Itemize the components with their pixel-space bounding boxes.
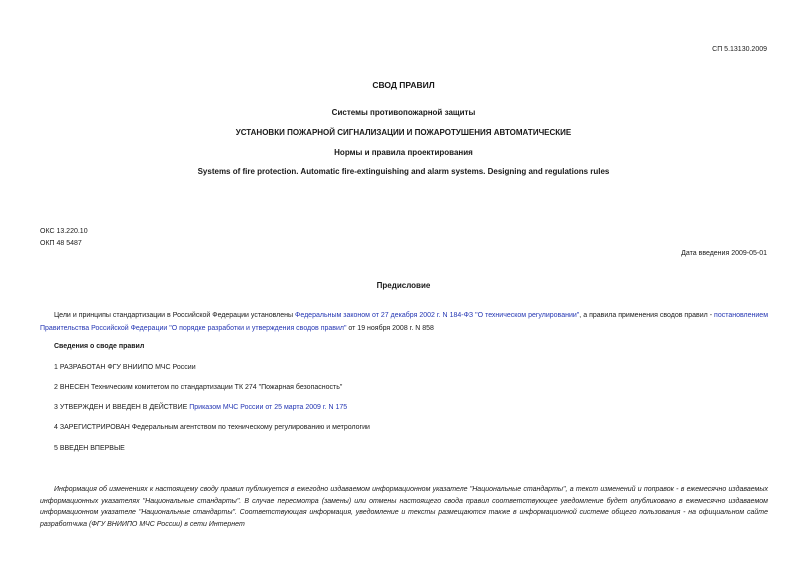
document-type: СВОД ПРАВИЛ bbox=[372, 80, 435, 90]
document-subtitle-2: Нормы и правила проектирования bbox=[334, 148, 473, 157]
mchs-order-link[interactable]: Приказом МЧС России от 25 марта 2009 г. N 175 bbox=[189, 404, 348, 411]
preface-paragraph bbox=[40, 309, 768, 335]
changes-note: Информация об изменениях к настоящему своду правил публикуется в ежегодно издаваемом информационном указателе "Национальные стандарты", а текст изменений и поправок - в ежемесячно издаваемых информационных указателях "Национальные стандарты". В случае пересмотра (замены) или отмены настоящего свода правил соответствующее уведомление будет опубликовано в ежемесячно издаваемом информационном указателе "Национальные стандарты". Соответствующая информация, уведомление и тексты размещаются также в информационной системе общего пользования - на официальном сайте разработчика (ФГУ ВНИИПО МЧС России) в сети Интернет bbox=[40, 486, 768, 528]
preface-text-1: Цели и принципы стандартизации в Российской Федерации установлены bbox=[54, 312, 296, 319]
document-code: СП 5.13130.2009 bbox=[712, 46, 767, 53]
document-title: УСТАНОВКИ ПОЖАРНОЙ СИГНАЛИЗАЦИИ И ПОЖАРОТУШЕНИЯ АВТОМАТИЧЕСКИЕ bbox=[235, 128, 572, 137]
info-item-1: 1 РАЗРАБОТАН ФГУ ВНИИПО МЧС России bbox=[54, 364, 196, 371]
info-item-2: 2 ВНЕСЕН Техническим комитетом по стандартизации ТК 274 "Пожарная безопасность" bbox=[54, 384, 343, 391]
info-item-5: 5 ВВЕДЕН ВПЕРВЫЕ bbox=[54, 445, 125, 452]
government-decree-link[interactable]: постановлением Правительства Российской Федерации "О порядке разработки и утверждения сводов правил" bbox=[40, 312, 769, 332]
introduction-date: Дата введения 2009-05-01 bbox=[681, 250, 767, 257]
info-heading: Сведения о своде правил bbox=[54, 343, 145, 350]
document-subtitle: Системы противопожарной защиты bbox=[331, 108, 476, 117]
document-title-english: Systems of fire protection. Automatic fire-extinguishing and alarm systems. Designing and regulations rules bbox=[197, 167, 610, 176]
info-item-3 bbox=[54, 404, 347, 411]
preface-text-2: , а правила применения сводов правил - bbox=[579, 312, 715, 319]
okp-code: ОКП 48 5487 bbox=[40, 240, 82, 247]
info-item-4: 4 ЗАРЕГИСТРИРОВАН Федеральным агентством по техническому регулированию и метрологии bbox=[54, 424, 370, 431]
preface-heading: Предисловие bbox=[376, 281, 431, 290]
preface-text-3: от 19 ноября 2008 г. N 858 bbox=[346, 325, 434, 332]
oks-code: ОКС 13.220.10 bbox=[40, 228, 88, 235]
info-item-3-text: 3 УТВЕРЖДЕН И ВВЕДЕН В ДЕЙСТВИЕ bbox=[54, 404, 190, 411]
federal-law-link[interactable]: Федеральным законом от 27 декабря 2002 г. N 184-ФЗ "О техническом регулировании" bbox=[295, 312, 580, 319]
